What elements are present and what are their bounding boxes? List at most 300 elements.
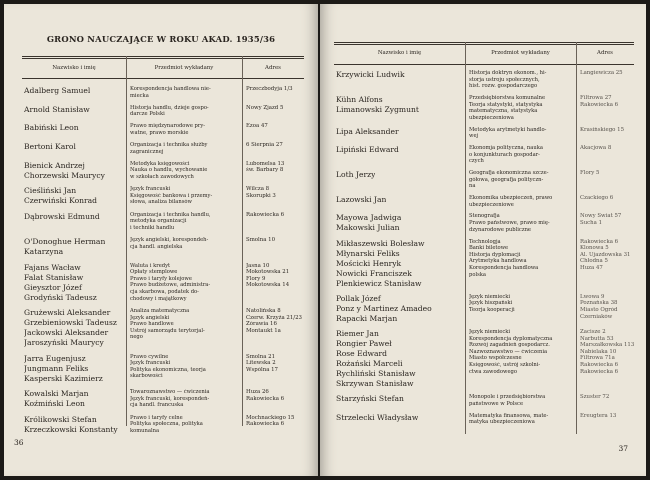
subject-taught: Język angielski	[130, 314, 170, 321]
address: Akacjowa 8	[580, 144, 612, 151]
address: Czerw. Krzyża 21/23	[246, 314, 302, 321]
address-cell	[580, 213, 636, 226]
table-top-rule	[22, 56, 304, 57]
address: Lubomelsa 13	[246, 160, 285, 167]
staff-name: Makowski Julian	[336, 223, 400, 233]
address: Huza 26	[246, 389, 269, 396]
subject-taught: Prawo cywilne	[130, 353, 169, 360]
subject-taught: Historja doktryn ekonom., hi-	[469, 70, 547, 76]
subject-taught: i techniki handlu	[130, 224, 175, 231]
table-row	[22, 212, 304, 237]
staff-name: Kühn Alfons	[336, 95, 383, 104]
table-row	[22, 389, 304, 415]
staff-name: Mikłaszewski Bolesław	[336, 238, 425, 248]
address: Czerniaków	[580, 313, 613, 320]
subject-taught-cell	[130, 123, 240, 136]
address-cell	[580, 95, 636, 108]
address-cell	[246, 105, 304, 112]
staff-name-cell	[24, 389, 89, 409]
subject-taught: czych	[469, 158, 484, 165]
staff-name: Młynarski Feliks	[336, 248, 400, 258]
header-bottom-rule	[334, 64, 634, 65]
table-row	[334, 239, 634, 294]
subject-taught-cell	[469, 170, 574, 190]
subject-taught-cell	[469, 95, 574, 121]
table-row	[334, 329, 634, 394]
staff-name-cell	[24, 123, 79, 133]
address: Wilcza 8	[246, 186, 270, 193]
address-cell	[246, 86, 304, 93]
subject-taught: Język niemiecki	[469, 328, 511, 335]
subject-taught: Język francuski	[130, 186, 171, 193]
page-title: GRONO NAUCZAJĄCE W ROKU AKAD. 1935/36	[46, 34, 276, 44]
subject-taught: matyka ubezpieczeniowa	[469, 419, 535, 426]
table-top-rule-double	[22, 58, 304, 59]
address: Natolińska 8	[246, 308, 281, 315]
subject-taught-cell	[130, 212, 240, 232]
subject-taught: zagranicznej	[130, 148, 164, 155]
table-row	[22, 105, 304, 124]
address-cell	[246, 389, 304, 402]
subject-taught: Ekonomja polityczna, nauka	[469, 144, 543, 151]
staff-name: Skrzywan Stanisław	[336, 378, 414, 388]
staff-name: Ponz y Martinez Amadeo	[336, 303, 432, 313]
subject-taught: hist. rozw. gospodarczego	[469, 83, 538, 90]
staff-name-cell	[336, 95, 419, 115]
address: Mochnackiego 15	[246, 414, 295, 421]
subject-taught: Prawo międzynarodowe pry-	[130, 123, 206, 130]
subject-taught: Polityka społeczna, polityka	[130, 421, 203, 428]
staff-name-cell	[336, 294, 432, 324]
subject-taught: Monopole i przedsiębiorstwa	[469, 394, 546, 401]
staff-name: Bertoni Karol	[24, 142, 76, 152]
staff-name: Falat Stanisław	[24, 272, 84, 282]
address-cell	[580, 145, 636, 152]
subject-taught: cja handl. angielska	[130, 243, 183, 250]
subject-taught: Korespondencja handlowa	[469, 264, 539, 271]
staff-name: Arnold Stanisław	[24, 104, 90, 114]
staff-name: Królikowski Stefan	[24, 414, 97, 424]
staff-name-cell	[24, 354, 103, 384]
staff-name: Rose Edward	[336, 348, 388, 358]
staff-name: Grodyński Tadeusz	[24, 292, 97, 302]
staff-name-cell	[336, 145, 399, 155]
table-row	[334, 394, 634, 412]
staff-name: Pollak Józef	[336, 293, 381, 303]
address: Zacisze 2	[580, 328, 606, 335]
address: Jasna 10	[246, 262, 270, 269]
address: Wspólna 17	[246, 366, 278, 373]
staff-name: Rychliński Stanisław	[336, 368, 416, 378]
subject-taught: Korespondencja handlowa nie-	[130, 86, 211, 92]
table-top-rule-double	[334, 44, 634, 45]
subject-taught-cell	[469, 239, 574, 279]
staff-name: Lipiński Edward	[336, 144, 399, 154]
staff-name-cell	[336, 239, 425, 289]
subject-taught-cell	[469, 127, 574, 140]
subject-taught-cell	[130, 105, 240, 118]
subject-taught: nego	[130, 334, 143, 341]
table-row	[22, 263, 304, 309]
table-body	[334, 70, 634, 431]
subject-taught-cell	[130, 389, 240, 409]
subject-taught-cell	[130, 308, 240, 341]
staff-name: Grużewski Aleksander	[24, 308, 111, 318]
address: Krasińskiego 15	[580, 126, 624, 133]
address-cell	[580, 413, 636, 420]
address: Flory 9	[246, 275, 266, 282]
address: Narbutta 53	[580, 335, 614, 342]
table-row	[22, 415, 304, 441]
subject-taught: Prawo państwowe, prawo mię-	[469, 219, 550, 226]
staff-name-cell	[24, 308, 117, 348]
address-cell	[580, 294, 636, 320]
subject-taught: darcze Polski	[130, 111, 165, 118]
staff-name: Rożański Marceli	[336, 358, 403, 368]
subject-taught: Stenografja	[469, 213, 500, 220]
staff-name: O'Donoghue Herman	[24, 237, 106, 247]
staff-name: Katarzyna	[24, 247, 64, 257]
staff-name-cell	[24, 415, 118, 435]
address: Ereugtera 13	[580, 412, 617, 419]
subject-taught: ubezpieczeniowa	[469, 114, 514, 121]
subject-taught: Ustrój samorządu terytorjal-	[130, 327, 205, 334]
subject-taught-cell	[469, 70, 574, 90]
subject-taught: Historja handlu, dzieje gospo-	[130, 104, 209, 111]
address: Montaukt 1a	[246, 327, 281, 334]
subject-taught: storja ustroju społecznych,	[469, 76, 540, 83]
address: Rakowiecka 6	[246, 211, 285, 218]
subject-taught-cell	[130, 161, 240, 181]
table-row	[334, 294, 634, 329]
subject-taught: Prawo i taryfy kolejowe	[130, 275, 192, 282]
address: Rakowiecka 6	[580, 238, 619, 245]
address-cell	[580, 329, 636, 375]
staff-name: Kowalski Marjan	[24, 389, 89, 399]
staff-name-cell	[24, 105, 90, 115]
address-cell	[580, 195, 636, 202]
staff-name: Adalberg Samuel	[24, 86, 91, 95]
subject-taught-cell	[469, 213, 574, 233]
subject-taught: wej	[469, 133, 479, 140]
subject-taught-cell	[130, 263, 240, 303]
staff-name-cell	[336, 213, 401, 233]
staff-name: Cieśliński Jan	[24, 186, 77, 196]
subject-taught-cell	[130, 354, 240, 380]
subject-taught: Nazwoznawstwo — ćwiczenia	[469, 348, 548, 355]
staff-name: Babiński Leon	[24, 123, 79, 133]
subject-taught: w szkołach zawodowych	[130, 173, 194, 180]
staff-table-right	[334, 42, 634, 434]
staff-name: Jackowski Aleksander	[24, 328, 109, 338]
subject-taught: Prawo handlowe	[130, 321, 174, 328]
table-row	[334, 95, 634, 127]
address-cell	[580, 70, 636, 77]
staff-name-cell	[336, 170, 375, 180]
staff-name: Nowicki Franciszek	[336, 268, 412, 278]
address: Flory 5	[580, 169, 600, 176]
subject-taught: metodyka organizacji	[130, 218, 187, 225]
staff-name: Fajans Wacław	[24, 262, 81, 272]
subject-taught: Towaroznawstwo — ćwiczenia	[130, 389, 210, 396]
staff-name: Strzelecki Władysław	[336, 412, 419, 422]
address: Filtrowa 27	[580, 95, 612, 101]
staff-name: Jaroszyński Maurycy	[24, 338, 104, 348]
table-row	[22, 354, 304, 390]
table-row	[334, 145, 634, 170]
staff-name-cell	[24, 263, 97, 303]
subject-taught: Język francuski, korespondeń-	[130, 395, 210, 402]
subject-taught: Waluta i kredyt	[130, 262, 171, 269]
subject-taught: Teorja statystyki, statystyka	[469, 101, 543, 108]
staff-name: Limanowski Zygmunt	[336, 105, 419, 114]
subject-taught-cell	[469, 195, 574, 208]
staff-name: Kasperski Kazimierz	[24, 373, 103, 383]
subject-taught: Język hiszpański	[469, 300, 513, 307]
staff-name: Loth Jerzy	[336, 169, 376, 179]
staff-name-cell	[24, 142, 76, 152]
staff-name: Lipa Aleksander	[336, 126, 399, 136]
staff-name: Plenkiewicz Stanisław	[336, 278, 422, 288]
table-row	[334, 70, 634, 95]
address-cell	[246, 142, 304, 149]
subject-taught: Geografja ekonomiczna szcze-	[469, 169, 549, 176]
address: Rakowiecka 6	[246, 421, 285, 428]
address: Huza 47	[580, 264, 603, 271]
address-cell	[246, 354, 304, 374]
subject-taught: Matematyka finansowa, mate-	[469, 412, 549, 419]
subject-taught: Teorja kooperacji	[469, 306, 515, 313]
page-number: 36	[14, 438, 24, 447]
address-cell	[246, 263, 304, 289]
address: Langiewicza 25	[580, 70, 623, 76]
table-row	[22, 308, 304, 354]
address-cell	[246, 123, 304, 130]
subject-taught: Korespondencja dyplomatyczna	[469, 335, 553, 342]
address: Chłodna 5	[580, 258, 608, 265]
header-name: Nazwisko i imię	[377, 50, 422, 56]
subject-taught: Analiza matematyczna	[130, 308, 190, 315]
subject-taught-cell	[130, 237, 240, 250]
address: Litewska 2	[246, 360, 276, 367]
staff-name: Lazowski Jan	[336, 194, 387, 204]
staff-name-cell	[336, 413, 418, 423]
subject-taught: ctwa zawodowego	[469, 368, 517, 375]
address: Sucha 1	[580, 219, 603, 226]
address: Mokotowska 21	[246, 269, 290, 276]
left-page	[4, 4, 318, 476]
subject-taught: Język angielski, korespondeh-	[130, 237, 209, 244]
subject-taught: Historja dyplomacji	[469, 251, 521, 258]
staff-name: Bienick Andrzej	[24, 160, 85, 170]
staff-name: Krzywicki Ludwik	[336, 70, 405, 79]
table-row	[22, 86, 304, 105]
subject-taught: o konjunkturach gospodar-	[469, 151, 540, 158]
subject-taught-cell	[469, 294, 574, 314]
address: Filtrowa 71a	[580, 355, 615, 362]
staff-name: Gieysztor Józef	[24, 282, 82, 292]
subject-taught: skarbowości	[130, 373, 163, 380]
subject-taught-cell	[130, 186, 240, 206]
subject-taught: cja handl. francuska	[130, 402, 184, 409]
staff-name: Mościcki Henryk	[336, 258, 402, 268]
subject-taught: Język francuski	[130, 360, 171, 367]
table-row	[22, 186, 304, 212]
address: Mokotowska 14	[246, 282, 290, 289]
subject-taught: dzynarodowe publiczne	[469, 226, 531, 233]
address-cell	[246, 237, 304, 244]
header-bottom-rule	[22, 78, 304, 79]
address: Lwowa 9	[580, 293, 605, 300]
subject-taught: Język niemiecki	[469, 293, 511, 300]
subject-taught: Nauka o handlu, wychowanie	[130, 167, 208, 174]
header-address: Adres	[265, 65, 281, 71]
address: Nowy Zjazd 5	[246, 104, 284, 111]
staff-name-cell	[336, 70, 405, 80]
address: Poznańska 38	[580, 300, 618, 307]
staff-name-cell	[24, 86, 90, 96]
subject-taught: polska	[469, 271, 487, 278]
subject-taught: miecka	[130, 92, 149, 99]
staff-name: Jungmann Feliks	[24, 363, 89, 373]
staff-name: Dąbrowski Edmund	[24, 211, 100, 221]
address-cell	[246, 186, 304, 199]
table-top-rule	[334, 42, 634, 43]
staff-name: Rapacki Marjan	[336, 313, 398, 323]
address-cell	[246, 212, 304, 219]
subject-taught: państwowe w Polsce	[469, 400, 524, 407]
subject-taught: Przedsiębiorstwa komunalne	[469, 95, 546, 101]
address: 6 Sierpnia 27	[246, 142, 283, 149]
address: Nowy Świat 57	[580, 213, 622, 220]
subject-taught-cell	[130, 142, 240, 155]
subject-taught: Miasto współczesne	[469, 355, 522, 362]
address: Marszałkowska 113	[580, 342, 635, 349]
header-address: Adres	[597, 50, 613, 56]
subject-taught: Banki biletowe	[469, 245, 509, 252]
subject-taught: na	[469, 183, 476, 190]
subject-taught: Prawo i taryfy celne	[130, 414, 183, 421]
table-row	[334, 213, 634, 238]
table-row	[334, 195, 634, 213]
table-row	[334, 413, 634, 431]
address: Rakowiecka 6	[246, 395, 285, 402]
staff-name: Jarra Eugenjusz	[24, 353, 86, 363]
subject-taught: Metodyka arytmetyki handlo-	[469, 126, 547, 133]
subject-taught: Metodyka księgowości	[130, 160, 190, 167]
subject-taught: Opłaty stemplowe	[130, 269, 178, 276]
staff-name: Krzeczkowski Konstanty	[24, 424, 118, 434]
staff-name: Czerwiński Konrad	[24, 196, 98, 206]
subject-taught: Technologja	[469, 238, 501, 245]
subject-taught: ubezpieczeniowe	[469, 201, 514, 208]
address-cell	[580, 394, 636, 401]
staff-name-cell	[336, 394, 404, 404]
subject-taught: Arytmetyka handlowa	[469, 258, 527, 265]
staff-name-cell	[24, 186, 97, 206]
address: Szuster 72	[580, 394, 610, 401]
table-row	[334, 127, 634, 145]
subject-taught-cell	[469, 329, 574, 375]
header-subject: Przedmiot wykładany	[491, 50, 550, 56]
address-cell	[246, 308, 304, 334]
address-cell	[580, 170, 636, 177]
address: Skorupki 3	[246, 192, 276, 199]
staff-name-cell	[336, 329, 416, 389]
right-page	[320, 4, 646, 476]
subject-taught: komunalna	[130, 427, 160, 434]
address: Czackiego 6	[580, 194, 614, 201]
subject-taught: matematyczna, statystyka	[469, 108, 538, 115]
address-cell	[246, 161, 304, 174]
subject-taught: Rozwój zagadnień gospodarcz.	[469, 342, 550, 349]
staff-name: Koźmiński Leon	[24, 399, 85, 409]
staff-name: Starzyński Stefan	[336, 394, 404, 404]
subject-taught: Organizacja i technika handlu,	[130, 211, 211, 218]
address-cell	[246, 415, 304, 428]
table-body	[22, 86, 304, 440]
staff-table-left	[22, 56, 304, 434]
address: Rakowiecka 6	[580, 101, 619, 108]
subject-taught: Organizacja i technika służby	[130, 142, 208, 149]
address: Rakowiecka 6	[580, 361, 619, 368]
subject-taught: Księgowość bankowa i przemy-	[130, 192, 213, 199]
address: Ezoa 47	[246, 123, 268, 130]
address: Smolna 21	[246, 353, 276, 360]
subject-taught: Ekonomika ubezpieczeń, prawo	[469, 194, 553, 201]
subject-taught-cell	[469, 413, 574, 426]
subject-taught: chodowy i majątkowy	[130, 295, 187, 302]
table-row	[22, 237, 304, 263]
subject-taught-cell	[130, 86, 240, 99]
staff-name: Mayowa Jadwiga	[336, 213, 402, 223]
subject-taught-cell	[130, 415, 240, 435]
table-row	[22, 123, 304, 142]
address: Miasto Ogród	[580, 306, 618, 313]
subject-taught: cja skarbowa, podatek do-	[130, 288, 199, 295]
address: św. Barbary 8	[246, 167, 284, 174]
address: Klonowa 5	[580, 245, 609, 252]
subject-taught: słowa, analiza bilansów	[130, 199, 192, 206]
address: Smolna 10	[246, 237, 276, 244]
subject-taught: Prawo budżetowe, administra-	[130, 282, 211, 289]
header-subject: Przedmiot wykładany	[154, 65, 214, 71]
table-row	[334, 170, 634, 195]
staff-name-cell	[24, 161, 105, 181]
table-row	[22, 142, 304, 161]
staff-name-cell	[24, 237, 105, 257]
page-number: 37	[618, 444, 628, 453]
staff-name: Grzebieniowski Tadeusz	[24, 318, 117, 328]
address: Przeczbodyja 1/3	[246, 86, 293, 92]
subject-taught: gółowa, geografja polityczn-	[469, 176, 544, 183]
address: Nabielaka 10	[580, 348, 617, 355]
address-cell	[580, 239, 636, 272]
subject-taught: Księgowość, ustrój szkolni-	[469, 361, 541, 368]
subject-taught-cell	[469, 394, 574, 407]
staff-name-cell	[24, 212, 100, 222]
header-name: Nazwisko i imię	[52, 65, 96, 71]
address: Żórawia 16	[246, 321, 277, 328]
subject-taught: watne, prawo morskie	[130, 129, 189, 136]
address-cell	[580, 127, 636, 134]
address: Al. Ujazdowska 31	[580, 251, 631, 258]
staff-name: Riemer Jan	[336, 328, 379, 338]
table-row	[22, 161, 304, 187]
address: Rakowiecka 6	[580, 368, 619, 375]
staff-name-cell	[336, 127, 399, 137]
staff-name: Rongier Paweł	[336, 338, 392, 348]
